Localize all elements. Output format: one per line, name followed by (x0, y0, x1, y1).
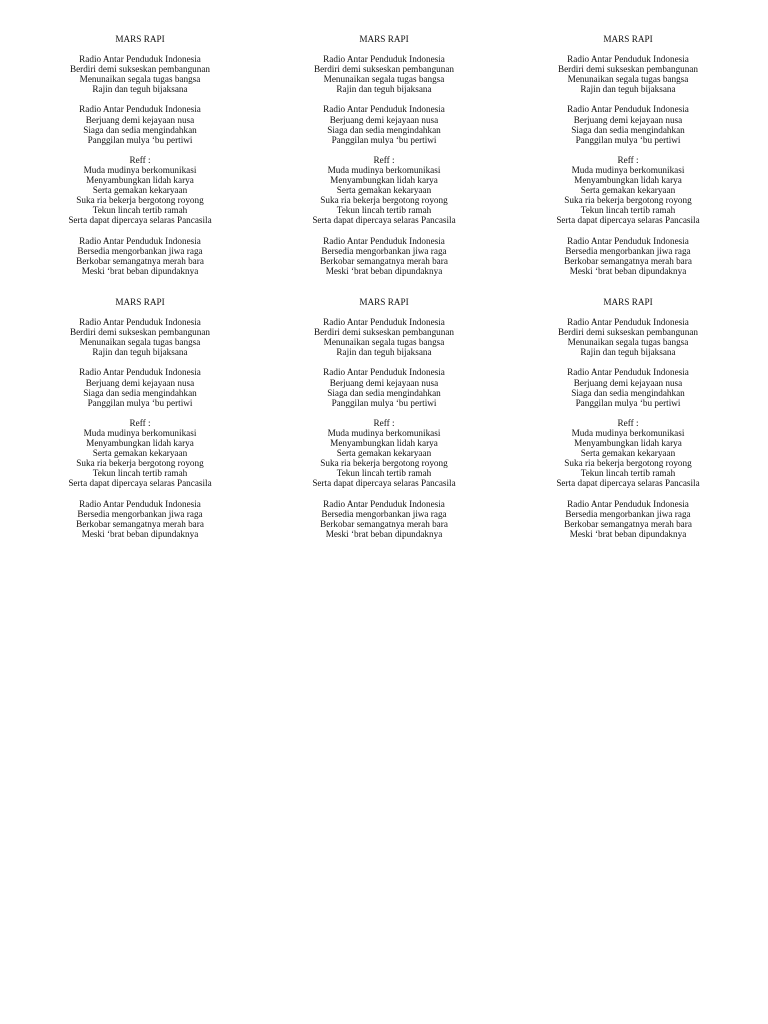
stanza-list (20, 54, 260, 276)
lyric-line: Radio Antar Penduduk Indonesia (323, 317, 445, 328)
stanza-1 (20, 317, 260, 357)
lyric-line: Bersedia mengorbankan jiwa raga (321, 245, 447, 256)
lyric-line: Berjuang demi kejayaan nusa (573, 377, 683, 388)
lyric-line: Radio Antar Penduduk Indonesia (567, 317, 689, 328)
lyric-line: Menunaikan segala tugas bangsa (79, 337, 201, 348)
lyric-line: Reff : (129, 154, 151, 165)
lyric-line: Berjuang demi kejayaan nusa (85, 377, 195, 388)
lyric-line: Berdiri demi sukseskan pembangunan (557, 327, 699, 338)
stanza-3 (264, 418, 504, 489)
lyric-line: Panggilan mulya ‘bu pertiwi (575, 134, 681, 145)
lyric-block-3 (508, 34, 748, 276)
lyric-line: Radio Antar Penduduk Indonesia (79, 54, 201, 65)
lyric-line: Panggilan mulya ‘bu pertiwi (331, 134, 437, 145)
lyric-line: Radio Antar Penduduk Indonesia (567, 367, 689, 378)
lyric-line: Serta dapat dipercaya selaras Pancasila (68, 478, 212, 489)
lyric-line: Siaga dan sedia mengindahkan (327, 387, 441, 398)
lyric-line: Berdiri demi sukseskan pembangunan (313, 64, 455, 75)
lyric-line: Suka ria bekerja bergotong royong (76, 195, 204, 206)
stanza-list (264, 54, 504, 276)
stanza-4 (20, 499, 260, 539)
lyric-line: Radio Antar Penduduk Indonesia (567, 54, 689, 65)
lyric-line: Menyambungkan lidah karya (330, 438, 438, 449)
lyric-line: Radio Antar Penduduk Indonesia (567, 498, 689, 509)
lyric-line: Serta dapat dipercaya selaras Pancasila (556, 478, 700, 489)
lyric-line: Reff : (129, 417, 151, 428)
lyric-line: Rajin dan teguh bijaksana (92, 84, 188, 95)
stanza-4 (508, 236, 748, 276)
stanza-list (508, 317, 748, 539)
lyric-line: Tekun lincah tertib ramah (336, 468, 432, 479)
lyric-line: Meski ‘brat beban dipundaknya (81, 265, 199, 276)
lyric-line: Radio Antar Penduduk Indonesia (79, 317, 201, 328)
lyric-line: Bersedia mengorbankan jiwa raga (77, 245, 203, 256)
lyric-line: Rajin dan teguh bijaksana (336, 84, 432, 95)
lyric-line: Menyambungkan lidah karya (574, 175, 682, 186)
lyric-line: Bersedia mengorbankan jiwa raga (565, 508, 691, 519)
lyric-line: Berjuang demi kejayaan nusa (329, 377, 439, 388)
lyric-line: Muda mudinya berkomunikasi (83, 427, 197, 438)
stanza-list (20, 317, 260, 539)
stanza-2 (264, 367, 504, 407)
lyric-block-5 (264, 297, 504, 539)
lyric-block-2 (264, 34, 504, 276)
stanza-4 (20, 236, 260, 276)
lyric-line: Radio Antar Penduduk Indonesia (323, 498, 445, 509)
lyric-line: Berkobar semangatnya merah bara (320, 255, 448, 266)
stanza-3 (508, 155, 748, 226)
stanza-1 (508, 54, 748, 94)
lyric-line: Radio Antar Penduduk Indonesia (79, 104, 201, 115)
lyric-line: Serta gemakan kekaryaan (336, 448, 432, 459)
lyric-line: Tekun lincah tertib ramah (92, 205, 188, 216)
lyric-line: Berjuang demi kejayaan nusa (573, 114, 683, 125)
lyric-line: Rajin dan teguh bijaksana (580, 347, 676, 358)
stanza-3 (264, 155, 504, 226)
lyric-line: Menunaikan segala tugas bangsa (567, 74, 689, 85)
lyric-line: Serta dapat dipercaya selaras Pancasila (556, 215, 700, 226)
lyric-line: Radio Antar Penduduk Indonesia (323, 104, 445, 115)
lyric-line: Meski ‘brat beban dipundaknya (569, 265, 687, 276)
lyric-line: Menunaikan segala tugas bangsa (323, 74, 445, 85)
stanza-2 (508, 367, 748, 407)
stanza-2 (264, 104, 504, 144)
lyric-line: Berkobar semangatnya merah bara (76, 518, 204, 529)
lyric-line: Reff : (373, 154, 395, 165)
lyric-line: Menunaikan segala tugas bangsa (567, 337, 689, 348)
lyric-line: Siaga dan sedia mengindahkan (571, 387, 685, 398)
lyric-line: Suka ria bekerja bergotong royong (320, 195, 448, 206)
lyric-line: Tekun lincah tertib ramah (336, 205, 432, 216)
stanza-3 (20, 155, 260, 226)
lyric-line: Berdiri demi sukseskan pembangunan (557, 64, 699, 75)
lyric-line: Berkobar semangatnya merah bara (564, 518, 692, 529)
lyric-line: Serta gemakan kekaryaan (92, 448, 188, 459)
lyric-line: Muda mudinya berkomunikasi (327, 164, 441, 175)
lyric-line: Panggilan mulya ‘bu pertiwi (331, 397, 437, 408)
lyric-block-1 (20, 34, 260, 276)
stanza-2 (20, 104, 260, 144)
lyric-line: Suka ria bekerja bergotong royong (320, 458, 448, 469)
lyric-line: Menunaikan segala tugas bangsa (79, 74, 201, 85)
lyric-line: Berdiri demi sukseskan pembangunan (69, 64, 211, 75)
lyric-line: Radio Antar Penduduk Indonesia (567, 235, 689, 246)
lyric-line: Menyambungkan lidah karya (86, 438, 194, 449)
stanza-4 (264, 236, 504, 276)
lyric-line: Berjuang demi kejayaan nusa (329, 114, 439, 125)
song-title: MARS RAPI (603, 34, 653, 44)
lyric-line: Berjuang demi kejayaan nusa (85, 114, 195, 125)
lyric-line: Menyambungkan lidah karya (86, 175, 194, 186)
lyric-line: Rajin dan teguh bijaksana (336, 347, 432, 358)
lyric-line: Serta dapat dipercaya selaras Pancasila (312, 478, 456, 489)
lyric-line: Menyambungkan lidah karya (330, 175, 438, 186)
lyric-line: Radio Antar Penduduk Indonesia (323, 367, 445, 378)
lyric-block-6 (508, 297, 748, 539)
lyric-line: Meski ‘brat beban dipundaknya (569, 528, 687, 539)
lyric-line: Muda mudinya berkomunikasi (571, 427, 685, 438)
lyric-line: Meski ‘brat beban dipundaknya (81, 528, 199, 539)
lyric-line: Serta gemakan kekaryaan (580, 448, 676, 459)
lyric-line: Berkobar semangatnya merah bara (320, 518, 448, 529)
lyric-line: Tekun lincah tertib ramah (580, 468, 676, 479)
stanza-2 (508, 104, 748, 144)
stanza-4 (508, 499, 748, 539)
stanza-list (264, 317, 504, 539)
lyric-line: Serta gemakan kekaryaan (92, 185, 188, 196)
song-title: MARS RAPI (115, 34, 165, 44)
lyric-line: Bersedia mengorbankan jiwa raga (77, 508, 203, 519)
song-title: MARS RAPI (603, 297, 653, 307)
lyric-line: Menyambungkan lidah karya (574, 438, 682, 449)
lyric-line: Bersedia mengorbankan jiwa raga (565, 245, 691, 256)
lyric-line: Rajin dan teguh bijaksana (580, 84, 676, 95)
lyric-line: Tekun lincah tertib ramah (580, 205, 676, 216)
lyric-line: Reff : (617, 417, 639, 428)
lyric-line: Radio Antar Penduduk Indonesia (567, 104, 689, 115)
lyric-line: Serta gemakan kekaryaan (580, 185, 676, 196)
lyric-line: Serta dapat dipercaya selaras Pancasila (312, 215, 456, 226)
stanza-1 (264, 54, 504, 94)
lyric-line: Muda mudinya berkomunikasi (571, 164, 685, 175)
stanza-1 (264, 317, 504, 357)
lyric-line: Berkobar semangatnya merah bara (76, 255, 204, 266)
lyric-line: Serta dapat dipercaya selaras Pancasila (68, 215, 212, 226)
lyric-line: Radio Antar Penduduk Indonesia (323, 235, 445, 246)
song-title: MARS RAPI (359, 297, 409, 307)
lyric-line: Serta gemakan kekaryaan (336, 185, 432, 196)
stanza-3 (20, 418, 260, 489)
lyric-line: Panggilan mulya ‘bu pertiwi (87, 134, 193, 145)
lyric-line: Tekun lincah tertib ramah (92, 468, 188, 479)
lyric-line: Suka ria bekerja bergotong royong (564, 195, 692, 206)
lyric-line: Bersedia mengorbankan jiwa raga (321, 508, 447, 519)
stanza-1 (508, 317, 748, 357)
stanza-1 (20, 54, 260, 94)
lyric-line: Suka ria bekerja bergotong royong (76, 458, 204, 469)
lyric-line: Berdiri demi sukseskan pembangunan (69, 327, 211, 338)
lyric-block-4 (20, 297, 260, 539)
stanza-4 (264, 499, 504, 539)
lyric-line: Berkobar semangatnya merah bara (564, 255, 692, 266)
lyric-line: Muda mudinya berkomunikasi (327, 427, 441, 438)
lyric-line: Radio Antar Penduduk Indonesia (323, 54, 445, 65)
lyric-line: Panggilan mulya ‘bu pertiwi (87, 397, 193, 408)
stanza-3 (508, 418, 748, 489)
stanza-2 (20, 367, 260, 407)
lyric-line: Siaga dan sedia mengindahkan (327, 124, 441, 135)
lyric-line: Radio Antar Penduduk Indonesia (79, 235, 201, 246)
lyric-line: Siaga dan sedia mengindahkan (83, 387, 197, 398)
lyric-line: Siaga dan sedia mengindahkan (571, 124, 685, 135)
lyric-line: Muda mudinya berkomunikasi (83, 164, 197, 175)
lyric-line: Radio Antar Penduduk Indonesia (79, 367, 201, 378)
lyric-line: Meski ‘brat beban dipundaknya (325, 265, 443, 276)
lyric-line: Suka ria bekerja bergotong royong (564, 458, 692, 469)
song-title: MARS RAPI (115, 297, 165, 307)
lyric-line: Radio Antar Penduduk Indonesia (79, 498, 201, 509)
lyric-line: Menunaikan segala tugas bangsa (323, 337, 445, 348)
song-title: MARS RAPI (359, 34, 409, 44)
stanza-list (508, 54, 748, 276)
lyric-line: Reff : (617, 154, 639, 165)
lyric-line: Meski ‘brat beban dipundaknya (325, 528, 443, 539)
lyric-line: Rajin dan teguh bijaksana (92, 347, 188, 358)
lyric-line: Berdiri demi sukseskan pembangunan (313, 327, 455, 338)
lyric-line: Siaga dan sedia mengindahkan (83, 124, 197, 135)
lyric-line: Reff : (373, 417, 395, 428)
lyric-line: Panggilan mulya ‘bu pertiwi (575, 397, 681, 408)
